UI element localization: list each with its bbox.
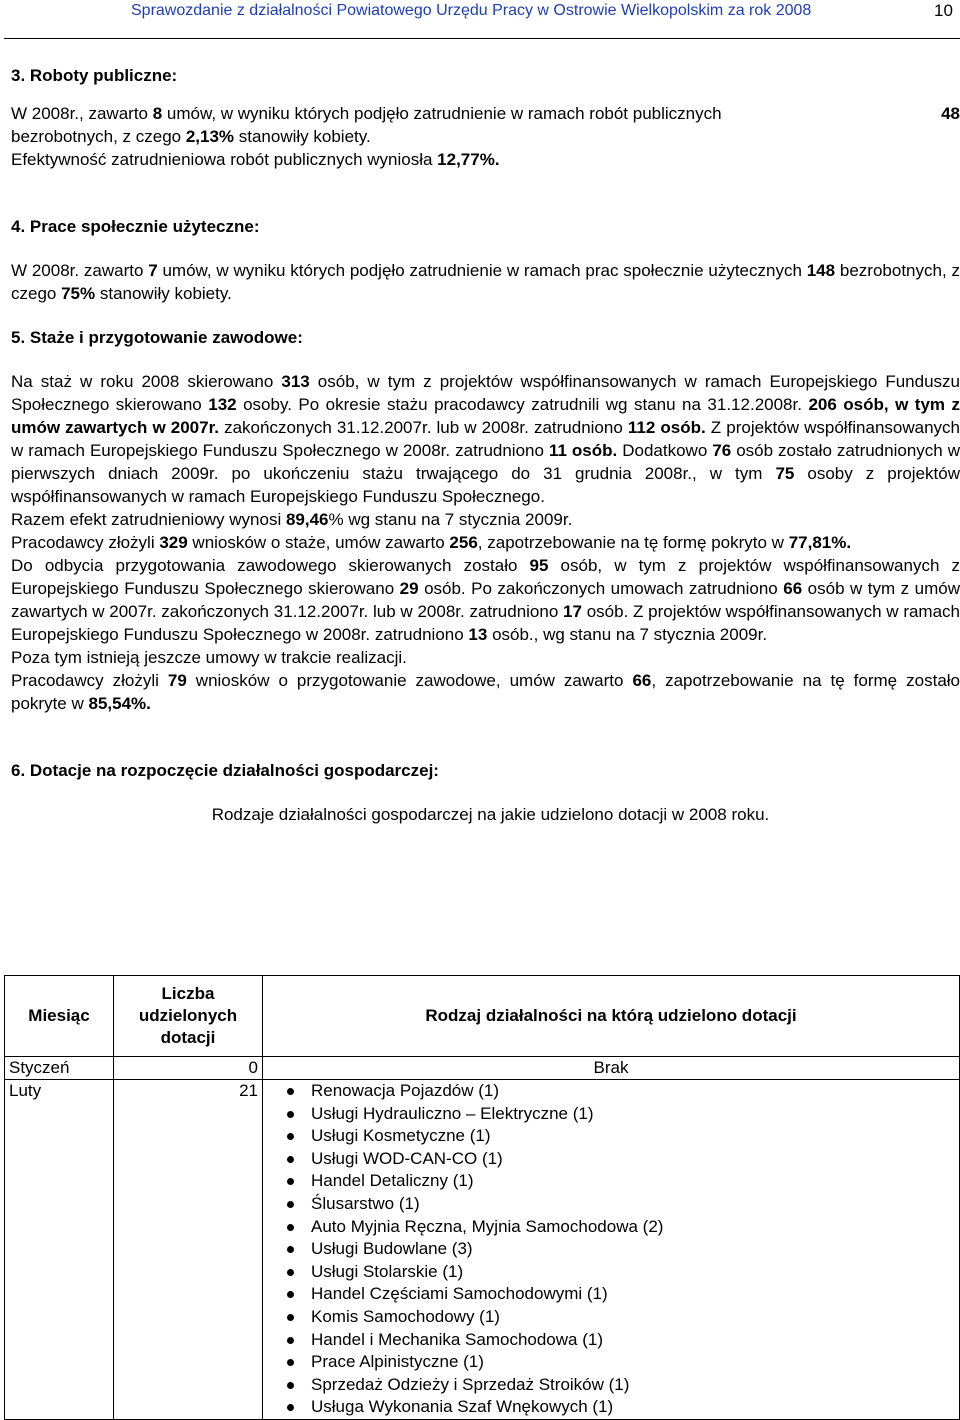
- bullet-icon: [287, 1269, 294, 1276]
- bullet-icon: [287, 1201, 294, 1208]
- bullet-icon: [287, 1337, 294, 1344]
- document-title: Sprawozdanie z działalności Powiatowego Urzędu Pracy w Ostrowie Wielkopolskim za rok 2008: [131, 2, 812, 19]
- list-item: Renowacja Pojazdów (1): [267, 1080, 955, 1103]
- list-item: Handel i Mechanika Samochodowa (1): [267, 1329, 955, 1352]
- bullet-icon: [287, 1111, 294, 1118]
- ongoing-contracts: Poza tym istnieją jeszcze umowy w trakcie realizacji.: [11, 648, 407, 667]
- header-divider: [4, 38, 960, 39]
- kind-cell: Brak: [263, 1057, 960, 1080]
- page-number: 10: [934, 1, 953, 20]
- list-item: Usługi Stolarskie (1): [267, 1261, 955, 1284]
- kind-cell: [263, 1080, 960, 1420]
- list-item: Sprzedaż Odzieży i Sprzedaż Stroików (1): [267, 1374, 955, 1397]
- month-cell: Luty: [5, 1080, 114, 1420]
- bullet-icon: [287, 1359, 294, 1366]
- vocational-prep-paragraph: Do odbycia przygotowania zawodowego skierowanych zostało 95 osób, w tym z projektów współfinansowanych z Europejskiego Funduszu Społecznego skierowano 29 osób. Po zakończonych umowach zatrudniono 66 osób w tym z umów zawartych w 2007r. zakończonych 31.12.2007r. lub w 2008r. zatrudniono 17 osób. Z projektów współfinansowanych w ramach Europejskiego Funduszu Społecznego w 2008r. zatrudniono 13 osób., wg stanu na 7 stycznia 2009r.: [11, 556, 960, 644]
- community-work-paragraph: W 2008r. zawarto 7 umów, w wyniku których podjęło zatrudnienie w ramach prac społecznie użytecznych 148 bezrobotnych, z czego 75% stanowiły kobiety.: [11, 261, 960, 303]
- public-works-paragraph-1-cont: bezrobotnych, z czego 2,13% stanowiły kobiety.: [11, 127, 371, 146]
- bullet-icon: [287, 1178, 294, 1185]
- document-body: [11, 64, 960, 826]
- bullet-icon: [287, 1382, 294, 1389]
- list-item: Komis Samochodowy (1): [267, 1306, 955, 1329]
- grants-table: [4, 975, 960, 1420]
- list-item: Handel Detaliczny (1): [267, 1170, 955, 1193]
- bullet-icon: [287, 1156, 294, 1163]
- bullet-icon: [287, 1314, 294, 1321]
- count-cell: 21: [114, 1080, 263, 1420]
- bullet-icon: [287, 1291, 294, 1298]
- internships-applications: Pracodawcy złożyli 329 wniosków o staże, umów zawarto 256, zapotrzebowanie na tę formę pokryto w 77,81%.: [11, 533, 852, 552]
- table-header-row: [5, 976, 960, 1057]
- public-works-employed-count: 48: [941, 104, 960, 123]
- public-works-paragraph-1: W 2008r., zawarto 8 umów, w wyniku których podjęło zatrudnienie w ramach robót publicznych 48: [11, 104, 960, 123]
- table-row: [5, 1057, 960, 1080]
- list-item: Usługi Budowlane (3): [267, 1238, 955, 1261]
- list-item: Auto Myjnia Ręczna, Myjnia Samochodowa (2): [267, 1216, 955, 1239]
- bullet-icon: [287, 1133, 294, 1140]
- section-heading-grants: 6. Dotacje na rozpoczęcie działalności gospodarczej:: [11, 761, 439, 780]
- list-item: Prace Alpinistyczne (1): [267, 1351, 955, 1374]
- month-cell: Styczeń: [5, 1057, 114, 1080]
- list-item: Ślusarstwo (1): [267, 1193, 955, 1216]
- list-item: Usługi WOD-CAN-CO (1): [267, 1148, 955, 1171]
- internships-total-effect: Razem efekt zatrudnieniowy wynosi 89,46% wg stanu na 7 stycznia 2009r.: [11, 510, 573, 529]
- bullet-icon: [287, 1404, 294, 1411]
- bullet-icon: [287, 1246, 294, 1253]
- page-header: [0, 0, 960, 42]
- bullet-icon: [287, 1088, 294, 1095]
- list-item: Usługa Wykonania Szaf Wnękowych (1): [267, 1396, 955, 1419]
- column-header-kind: Rodzaj działalności na którą udzielono dotacji: [263, 976, 960, 1057]
- section-heading-community-work: 4. Prace społecznie użyteczne:: [11, 217, 260, 236]
- list-item: Handel Częściami Samochodowymi (1): [267, 1283, 955, 1306]
- section-heading-public-works: 3. Roboty publiczne:: [11, 66, 178, 85]
- bullet-icon: [287, 1224, 294, 1231]
- grants-table-caption: Rodzaje działalności gospodarczej na jakie udzielono dotacji w 2008 roku.: [211, 805, 770, 824]
- column-header-month: Miesiąc: [5, 976, 114, 1057]
- column-header-count: Liczba udzielonych dotacji: [114, 976, 263, 1057]
- section-heading-internships: 5. Staże i przygotowanie zawodowe:: [11, 328, 303, 347]
- list-item: Usługi Kosmetyczne (1): [267, 1125, 955, 1148]
- table-row: [5, 1080, 960, 1420]
- activity-list: [267, 1080, 955, 1419]
- internships-paragraph: Na staż w roku 2008 skierowano 313 osób, w tym z projektów współfinansowanych w ramach Europejskiego Funduszu Społecznego skierowano 132 osoby. Po okresie stażu pracodawcy zatrudnili wg stanu na 31.12.2008r. 206 osób, w tym z umów zawartych w 2007r. zakończonych 31.12.2007r. lub w 2008r. zatrudniono 112 osób. Z projektów współfinansowanych w ramach Europejskiego Funduszu Społecznego w 2008r. zatrudniono 11 osób. Dodatkowo 76 osób zostało zatrudnionych w pierwszych dniach 2009r. po ukończeniu stażu trwającego do 31 grudnia 2008r., w tym 75 osoby z projektów współfinansowanych w ramach Europejskiego Funduszu Społecznego.: [11, 372, 960, 506]
- list-item: Usługi Hydrauliczno – Elektryczne (1): [267, 1103, 955, 1126]
- vocational-prep-applications: Pracodawcy złożyli 79 wniosków o przygotowanie zawodowe, umów zawarto 66, zapotrzebowanie na tę formę zostało pokryte w 85,54%.: [11, 671, 960, 713]
- public-works-efficiency: Efektywność zatrudnieniowa robót publicznych wyniosła 12,77%.: [11, 150, 500, 169]
- count-cell: 0: [114, 1057, 263, 1080]
